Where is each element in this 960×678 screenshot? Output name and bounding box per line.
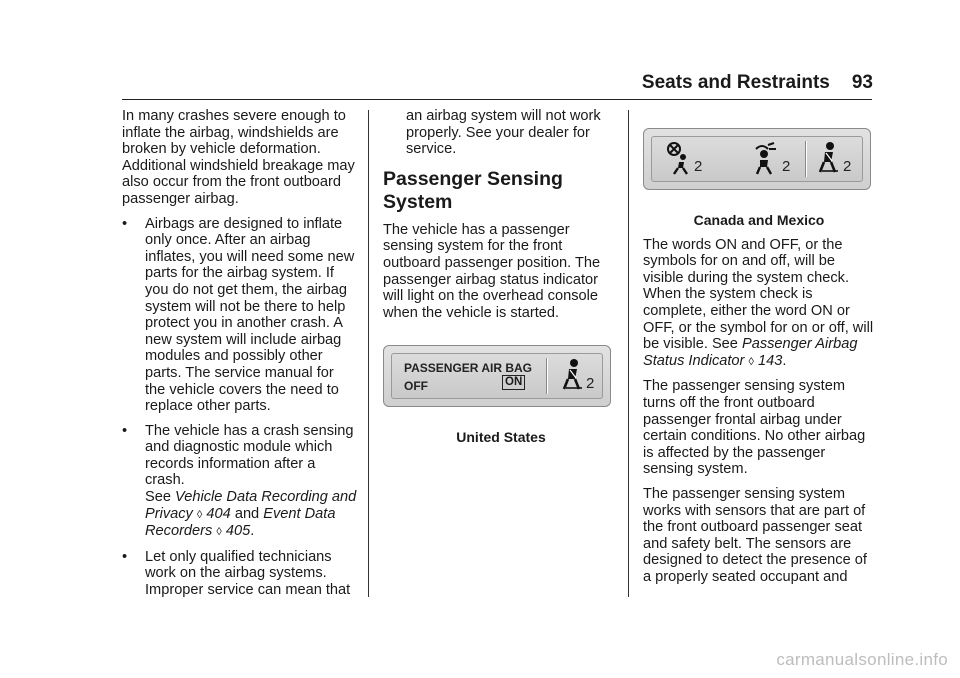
page-ref-143[interactable]: 143 bbox=[757, 352, 783, 369]
header-rule bbox=[122, 99, 872, 100]
link-event-data-recorders[interactable]: Event Data Recorders bbox=[145, 505, 336, 540]
header-title: Seats and Restraints bbox=[641, 72, 830, 93]
seated-occupant-icon bbox=[560, 358, 586, 392]
cm-number-3: 2 bbox=[843, 158, 852, 175]
bullet-text: Let only qualified technicians work on the airbag systems. Improper service can mean that bbox=[145, 548, 351, 599]
col3-para1-text: The words ON and OFF, or the symbols for on and off, will be visible during the system check. When the system check is complete, either the word ON or OFF, or the symbol for on or off, will be visible. See bbox=[643, 236, 874, 353]
bullet2-lead: The vehicle has a crash sensing and diagnostic module which records information after a crash. bbox=[145, 422, 354, 489]
bullet2-and: and bbox=[234, 505, 260, 522]
column-2 bbox=[383, 108, 619, 454]
cm-number-2: 2 bbox=[782, 158, 791, 175]
page-ref-404[interactable]: 404 bbox=[206, 505, 231, 522]
seated-occupant-icon bbox=[816, 141, 842, 175]
bullet-mark: • bbox=[122, 422, 128, 439]
col3-para3: The passenger sensing system works with sensors that are part of the front outboard passenger seat and safety belt. The sensors are designed to detect the presence of a properly seated occupant and bbox=[643, 485, 867, 585]
watermark: carmanualsonline.info bbox=[776, 650, 948, 669]
col2-continuation: an airbag system will not work properly. See your dealer for service. bbox=[406, 108, 601, 158]
panel-seat-number: 2 bbox=[586, 375, 595, 393]
bullet-text: Airbags are designed to inflate only once. After an airbag inflates, you will need some new parts for the airbag system. If you do not get them, the airbag system will not be there to help protect you in another crash. A new system will include airbag modules and possibly other parts. The service manual for the vehicle covers the need to replace other parts. bbox=[145, 215, 355, 415]
page-ref-arrow-icon: ◊ bbox=[196, 508, 203, 521]
page-ref-arrow-icon: ◊ bbox=[748, 355, 754, 368]
panel-divider bbox=[546, 358, 548, 394]
panel-off: OFF bbox=[404, 379, 428, 394]
us-indicator-panel bbox=[383, 345, 611, 407]
column-3 bbox=[643, 108, 875, 593]
bullet-item bbox=[122, 549, 358, 599]
bullet2-see: See bbox=[145, 489, 171, 506]
col3-para1 bbox=[643, 237, 875, 371]
cm-panel-divider bbox=[805, 141, 807, 177]
bullet2-end: . bbox=[250, 523, 255, 540]
col3-para1-end: . bbox=[782, 352, 787, 369]
airbag-on-icon bbox=[754, 141, 784, 175]
col1-para1: In many crashes severe enough to inflate the airbag, windshields are broken by vehicle deformation. Additional windshield breakage may also occur from the front outboard passenger airbag. bbox=[122, 108, 355, 207]
page-header bbox=[642, 72, 873, 94]
col2-para: The vehicle has a passenger sensing system for the front outboard passenger position. The passenger airbag status indicator will light on the overhead console when the vehicle is started. bbox=[383, 221, 601, 321]
bullet-item bbox=[122, 423, 358, 541]
bullet-mark: • bbox=[122, 215, 128, 232]
col3-para2: The passenger sensing system turns off the front outboard passenger frontal airbag under certain conditions. No other airbag is affected by the passenger sensing system. bbox=[643, 378, 866, 478]
page-number: 93 bbox=[851, 72, 873, 93]
link-passenger-airbag-status-indicator[interactable]: Passenger Airbag Status Indicator bbox=[643, 336, 858, 369]
link-vehicle-data-recording[interactable]: Vehicle Data Recording and Privacy bbox=[145, 489, 357, 522]
airbag-off-icon bbox=[666, 141, 696, 175]
page-ref-405[interactable]: 405 bbox=[225, 523, 251, 540]
bullet-text bbox=[145, 423, 358, 541]
cm-number-1: 2 bbox=[694, 158, 703, 175]
page-ref-arrow-icon: ◊ bbox=[216, 526, 222, 539]
canada-mexico-indicator-panel bbox=[643, 128, 871, 190]
panel-label: PASSENGER AIR BAG bbox=[404, 361, 533, 376]
panel-on: ON bbox=[502, 375, 525, 390]
bullet-mark: • bbox=[122, 548, 128, 565]
caption-united-states: United States bbox=[456, 429, 546, 446]
column-divider-1 bbox=[368, 110, 369, 597]
caption-canada-mexico: Canada and Mexico bbox=[693, 212, 825, 228]
column-divider-2 bbox=[628, 110, 629, 597]
section-title: Passenger Sensing System bbox=[383, 167, 563, 213]
column-1 bbox=[122, 108, 358, 607]
bullet-item bbox=[122, 216, 358, 415]
